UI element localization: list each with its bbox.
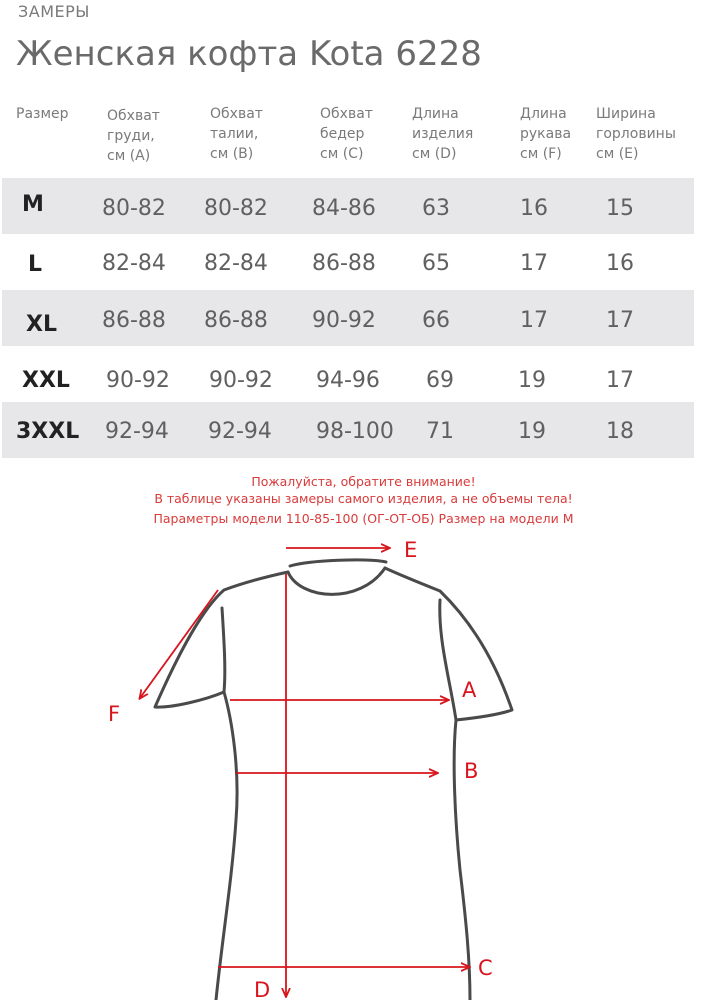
chest-value: 82-84 (102, 251, 166, 276)
size-label: L (28, 252, 43, 277)
collar-outline (288, 568, 385, 594)
label-e: E (404, 538, 418, 562)
size-label: XL (26, 312, 57, 337)
measurement-labels (108, 538, 493, 1000)
length-value: 63 (422, 196, 450, 221)
hips-value: 86-88 (312, 251, 376, 276)
neck-value: 17 (606, 308, 634, 333)
right-sleeve-seam (440, 600, 456, 720)
sleeve-value: 17 (520, 251, 548, 276)
hips-value: 98-100 (316, 419, 394, 444)
label-b: B (464, 759, 479, 783)
waist-value: 80-82 (204, 196, 268, 221)
neck-value: 17 (606, 368, 634, 393)
neck-value: 16 (606, 251, 634, 276)
chest-value: 90-92 (106, 368, 170, 393)
header-sleeve: Длина рукава см (F) (520, 106, 572, 162)
page-title: Женская кофта Kota 6228 (16, 34, 482, 74)
header-hips: Обхват бедер см (C) (320, 106, 373, 162)
note-measurements: В таблице указаны замеры самого изделия, а не объемы тела! (154, 491, 573, 506)
sleeve-value: 19 (518, 368, 546, 393)
garment-outline (155, 560, 512, 1000)
header-waist: Обхват талии, см (B) (210, 106, 263, 162)
table-row (2, 234, 694, 290)
waist-value: 92-94 (208, 419, 272, 444)
collar-back (290, 560, 386, 566)
hips-value: 90-92 (312, 308, 376, 333)
chest-value: 86-88 (102, 308, 166, 333)
section-label: ЗАМЕРЫ (18, 2, 90, 21)
neck-value: 15 (606, 196, 634, 221)
chest-value: 80-82 (102, 196, 166, 221)
left-side-outline (155, 572, 288, 1000)
note-attention: Пожалуйста, обратите внимание! (251, 474, 476, 489)
size-label: 3XXL (16, 419, 80, 444)
header-length: Длина изделия см (D) (412, 106, 474, 162)
sleeve-arrow-f (140, 590, 218, 698)
sleeve-value: 16 (520, 196, 548, 221)
measurement-lines (140, 548, 469, 996)
note-model: Параметры модели 110-85-100 (ОГ-ОТ-ОБ) Размер на модели М (153, 511, 574, 526)
sleeve-value: 17 (520, 308, 548, 333)
waist-value: 82-84 (204, 251, 268, 276)
label-f: F (108, 702, 121, 726)
length-value: 66 (422, 308, 450, 333)
garment-diagram (0, 530, 727, 1000)
length-value: 69 (426, 368, 454, 393)
waist-value: 86-88 (204, 308, 268, 333)
waist-value: 90-92 (209, 368, 273, 393)
header-chest: Обхват груди, см (A) (107, 108, 160, 164)
header-neck: Ширина горловины см (E) (596, 106, 676, 162)
hips-value: 94-96 (316, 368, 380, 393)
length-value: 65 (422, 251, 450, 276)
size-label: XXL (22, 368, 70, 393)
table-row (2, 346, 694, 402)
table-row (2, 402, 694, 458)
neck-value: 18 (606, 419, 634, 444)
label-a: A (462, 678, 477, 702)
header-size: Размер (16, 106, 69, 122)
left-sleeve-seam (222, 608, 225, 692)
label-c: C (478, 956, 493, 980)
sleeve-value: 19 (518, 419, 546, 444)
chest-value: 92-94 (105, 419, 169, 444)
length-value: 71 (426, 419, 454, 444)
size-label: M (22, 192, 44, 217)
label-d: D (254, 978, 271, 1000)
table-row (2, 178, 694, 234)
hips-value: 84-86 (312, 196, 376, 221)
right-side-outline (385, 568, 512, 1000)
table-row (2, 290, 694, 346)
